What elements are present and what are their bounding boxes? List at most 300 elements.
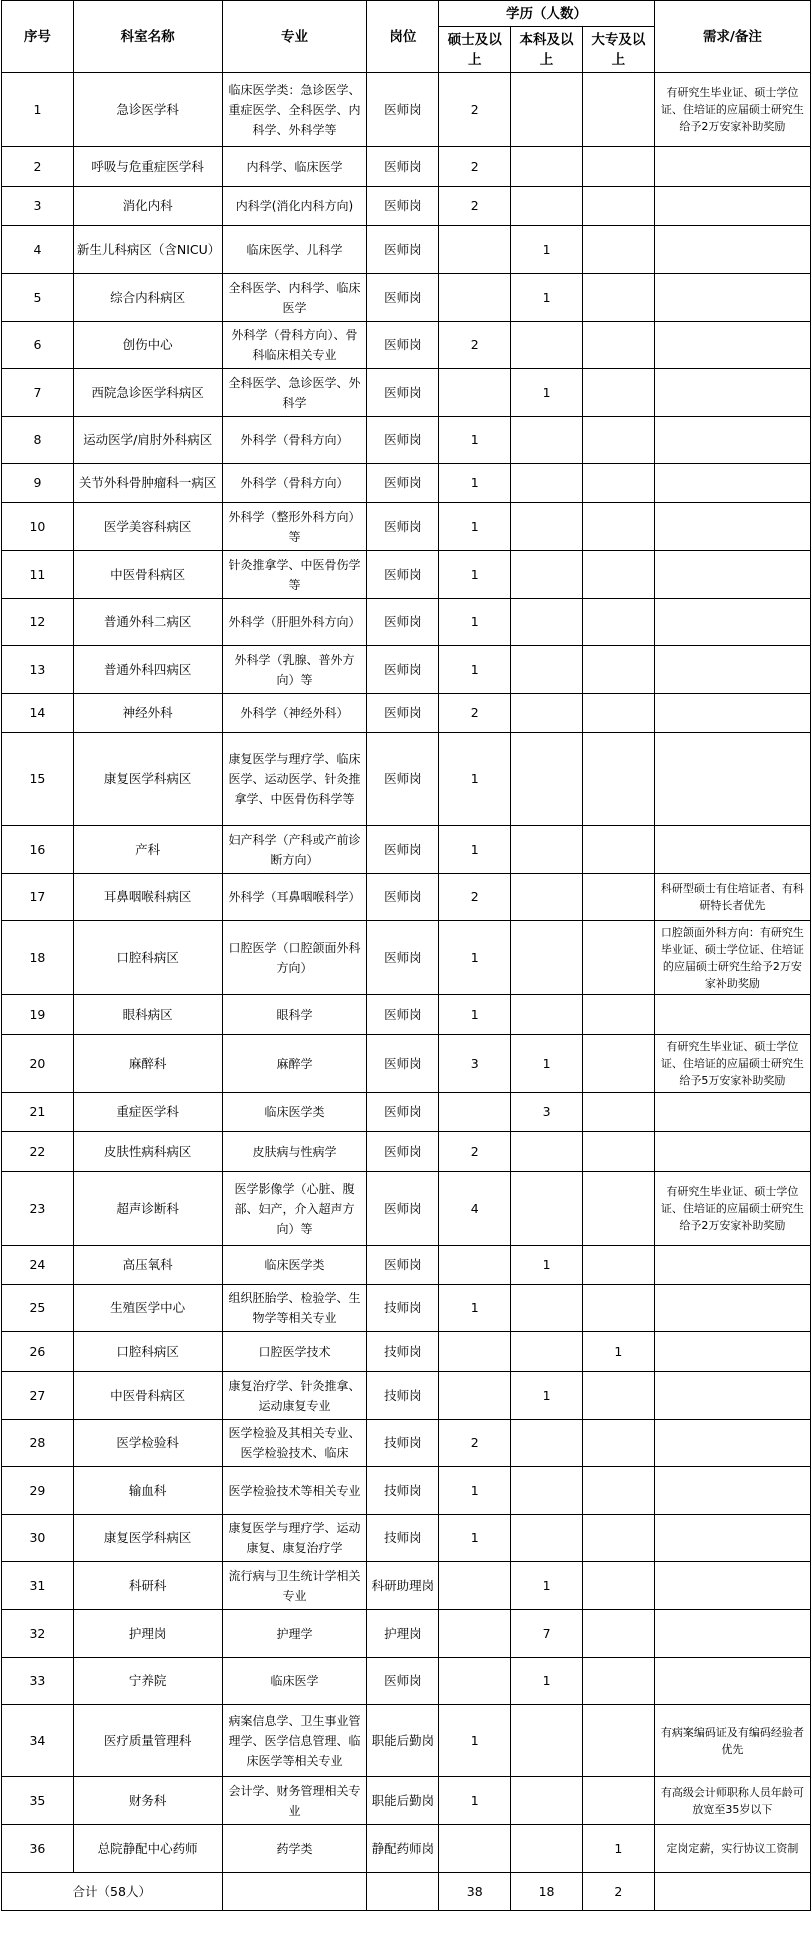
row-master: 2 — [439, 73, 511, 147]
row-master: 1 — [439, 551, 511, 599]
row-bachelor: 1 — [511, 226, 583, 274]
row-post: 静配药师岗 — [367, 1825, 439, 1873]
row-post: 技师岗 — [367, 1420, 439, 1467]
total-bachelor: 18 — [511, 1873, 583, 1911]
table-row — [2, 599, 811, 646]
row-note: 有研究生毕业证、硕士学位证、住培证的应届硕士研究生给予5万安家补助奖励 — [654, 1035, 810, 1093]
row-college — [582, 694, 654, 733]
row-master: 2 — [439, 187, 511, 226]
row-master: 1 — [439, 1467, 511, 1515]
row-post: 医师岗 — [367, 646, 439, 694]
row-post: 医师岗 — [367, 1035, 439, 1093]
row-major: 眼科学 — [222, 995, 367, 1035]
row-master: 1 — [439, 733, 511, 826]
table-row — [2, 1610, 811, 1658]
row-master: 2 — [439, 322, 511, 369]
row-bachelor — [511, 187, 583, 226]
row-master: 2 — [439, 147, 511, 187]
row-post: 医师岗 — [367, 1658, 439, 1705]
row-college — [582, 995, 654, 1035]
row-note — [654, 995, 810, 1035]
row-dept: 综合内科病区 — [73, 274, 222, 322]
row-dept: 总院静配中心药师 — [73, 1825, 222, 1873]
table-row — [2, 187, 811, 226]
table-row — [2, 646, 811, 694]
row-note: 有高级会计师职称人员年龄可放宽至35岁以下 — [654, 1777, 810, 1825]
row-college — [582, 646, 654, 694]
row-major: 医学检验技术等相关专业 — [222, 1467, 367, 1515]
row-major: 内科学(消化内科方向) — [222, 187, 367, 226]
row-seq: 19 — [2, 995, 74, 1035]
row-post: 技师岗 — [367, 1332, 439, 1372]
row-dept: 呼吸与危重症医学科 — [73, 147, 222, 187]
row-dept: 康复医学科病区 — [73, 733, 222, 826]
row-bachelor — [511, 551, 583, 599]
row-bachelor — [511, 646, 583, 694]
row-post: 医师岗 — [367, 826, 439, 874]
row-college — [582, 322, 654, 369]
row-note: 有研究生毕业证、硕士学位证、住培证的应届硕士研究生给予2万安家补助奖励 — [654, 1172, 810, 1246]
row-dept: 财务科 — [73, 1777, 222, 1825]
row-note — [654, 733, 810, 826]
row-major: 康复治疗学、针灸推拿、运动康复专业 — [222, 1372, 367, 1420]
row-seq: 22 — [2, 1132, 74, 1172]
row-major: 外科学（耳鼻咽喉科学） — [222, 874, 367, 921]
row-major: 临床医学类 — [222, 1246, 367, 1285]
row-bachelor — [511, 147, 583, 187]
row-post: 医师岗 — [367, 1093, 439, 1132]
row-master — [439, 226, 511, 274]
row-major: 临床医学类：急诊医学、重症医学、全科医学、内科学、外科学等 — [222, 73, 367, 147]
table-row — [2, 274, 811, 322]
header-post: 岗位 — [367, 1, 439, 73]
table-row — [2, 1777, 811, 1825]
row-major: 外科学（肝胆外科方向） — [222, 599, 367, 646]
row-bachelor: 7 — [511, 1610, 583, 1658]
row-dept: 高压氧科 — [73, 1246, 222, 1285]
row-seq: 21 — [2, 1093, 74, 1132]
row-bachelor — [511, 464, 583, 503]
row-bachelor: 1 — [511, 1658, 583, 1705]
row-note — [654, 147, 810, 187]
row-post: 医师岗 — [367, 417, 439, 464]
row-seq: 29 — [2, 1467, 74, 1515]
row-note — [654, 1372, 810, 1420]
row-master: 4 — [439, 1172, 511, 1246]
row-major: 护理学 — [222, 1610, 367, 1658]
header-edu: 学历（人数） — [439, 1, 655, 27]
row-major: 外科学（骨科方向） — [222, 464, 367, 503]
row-master: 3 — [439, 1035, 511, 1093]
row-major: 会计学、财务管理相关专业 — [222, 1777, 367, 1825]
table-body — [2, 73, 811, 1873]
row-college — [582, 73, 654, 147]
row-seq: 16 — [2, 826, 74, 874]
row-college — [582, 1093, 654, 1132]
total-college: 2 — [582, 1873, 654, 1911]
row-note: 有病案编码证及有编码经验者优先 — [654, 1705, 810, 1777]
row-master — [439, 1658, 511, 1705]
row-major: 全科医学、内科学、临床医学 — [222, 274, 367, 322]
row-master: 1 — [439, 995, 511, 1035]
row-master: 1 — [439, 1515, 511, 1562]
row-master: 2 — [439, 1132, 511, 1172]
table-row — [2, 147, 811, 187]
table-row — [2, 1246, 811, 1285]
table-row — [2, 322, 811, 369]
row-post: 技师岗 — [367, 1285, 439, 1332]
row-post: 技师岗 — [367, 1515, 439, 1562]
row-college — [582, 1467, 654, 1515]
row-bachelor — [511, 1467, 583, 1515]
table-row — [2, 1372, 811, 1420]
row-bachelor — [511, 1515, 583, 1562]
row-master — [439, 1093, 511, 1132]
row-note — [654, 1562, 810, 1610]
header-seq: 序号 — [2, 1, 74, 73]
row-post: 医师岗 — [367, 995, 439, 1035]
row-bachelor: 1 — [511, 1035, 583, 1093]
row-dept: 生殖医学中心 — [73, 1285, 222, 1332]
table-row — [2, 1093, 811, 1132]
table-row — [2, 995, 811, 1035]
row-post: 医师岗 — [367, 226, 439, 274]
table-row — [2, 503, 811, 551]
row-dept: 口腔科病区 — [73, 921, 222, 995]
row-seq: 36 — [2, 1825, 74, 1873]
row-dept: 口腔科病区 — [73, 1332, 222, 1372]
row-post: 医师岗 — [367, 464, 439, 503]
row-major: 流行病与卫生统计学相关专业 — [222, 1562, 367, 1610]
row-major: 妇产科学（产科或产前诊断方向） — [222, 826, 367, 874]
row-major: 针灸推拿学、中医骨伤学等 — [222, 551, 367, 599]
row-major: 药学类 — [222, 1825, 367, 1873]
row-college — [582, 1777, 654, 1825]
row-master: 1 — [439, 1777, 511, 1825]
row-college — [582, 1372, 654, 1420]
row-note — [654, 369, 810, 417]
row-master: 1 — [439, 1285, 511, 1332]
row-bachelor: 1 — [511, 1562, 583, 1610]
row-bachelor — [511, 826, 583, 874]
row-note — [654, 1246, 810, 1285]
row-post: 医师岗 — [367, 1246, 439, 1285]
row-post: 医师岗 — [367, 1172, 439, 1246]
row-bachelor — [511, 1285, 583, 1332]
row-major: 外科学（神经外科） — [222, 694, 367, 733]
row-note — [654, 551, 810, 599]
row-seq: 18 — [2, 921, 74, 995]
row-dept: 神经外科 — [73, 694, 222, 733]
row-post: 科研助理岗 — [367, 1562, 439, 1610]
row-seq: 35 — [2, 1777, 74, 1825]
row-note: 定岗定薪，实行协议工资制 — [654, 1825, 810, 1873]
header-master: 硕士及以上 — [439, 27, 511, 73]
row-dept: 产科 — [73, 826, 222, 874]
row-dept: 新生儿科病区（含NICU） — [73, 226, 222, 274]
row-dept: 西院急诊医学科病区 — [73, 369, 222, 417]
row-bachelor — [511, 503, 583, 551]
table-row — [2, 826, 811, 874]
row-bachelor: 1 — [511, 1372, 583, 1420]
row-note — [654, 826, 810, 874]
row-major: 皮肤病与性病学 — [222, 1132, 367, 1172]
row-college — [582, 1246, 654, 1285]
row-master: 1 — [439, 646, 511, 694]
row-bachelor: 1 — [511, 274, 583, 322]
row-post: 医师岗 — [367, 1132, 439, 1172]
row-college — [582, 733, 654, 826]
row-seq: 31 — [2, 1562, 74, 1610]
row-seq: 5 — [2, 274, 74, 322]
row-note — [654, 646, 810, 694]
row-note: 科研型硕士有住培证者、有科研特长者优先 — [654, 874, 810, 921]
row-note — [654, 322, 810, 369]
row-seq: 20 — [2, 1035, 74, 1093]
row-master: 2 — [439, 694, 511, 733]
row-dept: 输血科 — [73, 1467, 222, 1515]
row-note — [654, 226, 810, 274]
row-college — [582, 1035, 654, 1093]
row-note — [654, 274, 810, 322]
table-row — [2, 551, 811, 599]
row-major: 外科学（骨科方向） — [222, 417, 367, 464]
row-bachelor — [511, 1420, 583, 1467]
table-row — [2, 694, 811, 733]
row-post: 医师岗 — [367, 733, 439, 826]
row-college — [582, 147, 654, 187]
row-post: 医师岗 — [367, 551, 439, 599]
row-college — [582, 1562, 654, 1610]
row-seq: 28 — [2, 1420, 74, 1467]
row-dept: 普通外科四病区 — [73, 646, 222, 694]
table-row — [2, 1825, 811, 1873]
table-row — [2, 1420, 811, 1467]
table-row — [2, 464, 811, 503]
table-row — [2, 1172, 811, 1246]
row-master: 1 — [439, 503, 511, 551]
row-post: 医师岗 — [367, 694, 439, 733]
row-college — [582, 826, 654, 874]
row-college — [582, 1132, 654, 1172]
row-college: 1 — [582, 1332, 654, 1372]
row-note — [654, 464, 810, 503]
row-dept: 科研科 — [73, 1562, 222, 1610]
row-college — [582, 1658, 654, 1705]
row-major: 麻醉学 — [222, 1035, 367, 1093]
row-post: 医师岗 — [367, 369, 439, 417]
table-row — [2, 369, 811, 417]
row-seq: 11 — [2, 551, 74, 599]
row-post: 职能后勤岗 — [367, 1777, 439, 1825]
row-college — [582, 417, 654, 464]
header-note: 需求/备注 — [654, 1, 810, 73]
row-bachelor — [511, 1705, 583, 1777]
row-college — [582, 599, 654, 646]
row-dept: 重症医学科 — [73, 1093, 222, 1132]
row-dept: 麻醉科 — [73, 1035, 222, 1093]
row-seq: 8 — [2, 417, 74, 464]
row-bachelor — [511, 322, 583, 369]
row-seq: 14 — [2, 694, 74, 733]
row-college — [582, 874, 654, 921]
row-bachelor — [511, 1777, 583, 1825]
row-seq: 32 — [2, 1610, 74, 1658]
row-dept: 医学美容科病区 — [73, 503, 222, 551]
row-bachelor — [511, 1825, 583, 1873]
row-major: 口腔医学技术 — [222, 1332, 367, 1372]
row-bachelor: 3 — [511, 1093, 583, 1132]
row-note — [654, 1610, 810, 1658]
row-dept: 眼科病区 — [73, 995, 222, 1035]
row-college — [582, 187, 654, 226]
row-college — [582, 921, 654, 995]
row-master: 1 — [439, 826, 511, 874]
row-note — [654, 1467, 810, 1515]
row-dept: 宁养院 — [73, 1658, 222, 1705]
row-major: 全科医学、急诊医学、外科学 — [222, 369, 367, 417]
row-post: 职能后勤岗 — [367, 1705, 439, 1777]
row-college — [582, 551, 654, 599]
row-note — [654, 1420, 810, 1467]
row-major: 医学影像学（心脏、腹部、妇产，介入超声方向）等 — [222, 1172, 367, 1246]
row-bachelor — [511, 995, 583, 1035]
row-seq: 4 — [2, 226, 74, 274]
row-major: 组织胚胎学、检验学、生物学等相关专业 — [222, 1285, 367, 1332]
row-master: 1 — [439, 1705, 511, 1777]
row-major: 外科学（骨科方向）、骨科临床相关专业 — [222, 322, 367, 369]
row-seq: 7 — [2, 369, 74, 417]
row-seq: 23 — [2, 1172, 74, 1246]
row-post: 医师岗 — [367, 274, 439, 322]
table-row — [2, 921, 811, 995]
row-college — [582, 464, 654, 503]
row-college: 1 — [582, 1825, 654, 1873]
header-college: 大专及以上 — [582, 27, 654, 73]
row-master — [439, 369, 511, 417]
row-dept: 护理岗 — [73, 1610, 222, 1658]
row-note — [654, 187, 810, 226]
total-empty-note — [654, 1873, 810, 1911]
row-dept: 耳鼻咽喉科病区 — [73, 874, 222, 921]
row-note — [654, 1132, 810, 1172]
row-master — [439, 1332, 511, 1372]
row-bachelor — [511, 733, 583, 826]
row-major: 病案信息学、卫生事业管理学、医学信息管理、临床医学等相关专业 — [222, 1705, 367, 1777]
row-major: 康复医学与理疗学、临床医学、运动医学、针灸推拿学、中医骨伤科学等 — [222, 733, 367, 826]
row-college — [582, 274, 654, 322]
row-note: 口腔颌面外科方向：有研究生毕业证、硕士学位证、住培证的应届硕士研究生给予2万安家补助奖励 — [654, 921, 810, 995]
row-bachelor — [511, 874, 583, 921]
row-bachelor — [511, 1172, 583, 1246]
row-bachelor — [511, 1332, 583, 1372]
row-master — [439, 1372, 511, 1420]
table-row — [2, 874, 811, 921]
row-college — [582, 1515, 654, 1562]
row-dept: 急诊医学科 — [73, 73, 222, 147]
row-post: 医师岗 — [367, 599, 439, 646]
table-row — [2, 1332, 811, 1372]
row-seq: 1 — [2, 73, 74, 147]
row-master: 1 — [439, 417, 511, 464]
row-college — [582, 1420, 654, 1467]
table-row — [2, 1515, 811, 1562]
row-seq: 30 — [2, 1515, 74, 1562]
row-master — [439, 274, 511, 322]
row-dept: 消化内科 — [73, 187, 222, 226]
row-dept: 医学检验科 — [73, 1420, 222, 1467]
row-bachelor — [511, 921, 583, 995]
row-post: 医师岗 — [367, 322, 439, 369]
row-bachelor — [511, 417, 583, 464]
table-row — [2, 1132, 811, 1172]
row-note — [654, 694, 810, 733]
row-bachelor — [511, 1132, 583, 1172]
row-dept: 医疗质量管理科 — [73, 1705, 222, 1777]
row-seq: 6 — [2, 322, 74, 369]
total-empty-post — [367, 1873, 439, 1911]
row-seq: 24 — [2, 1246, 74, 1285]
row-seq: 2 — [2, 147, 74, 187]
row-college — [582, 1285, 654, 1332]
row-dept: 超声诊断科 — [73, 1172, 222, 1246]
row-note — [654, 503, 810, 551]
row-seq: 17 — [2, 874, 74, 921]
table-row — [2, 1285, 811, 1332]
row-dept: 皮肤性病科病区 — [73, 1132, 222, 1172]
row-seq: 10 — [2, 503, 74, 551]
row-dept: 中医骨科病区 — [73, 1372, 222, 1420]
row-college — [582, 503, 654, 551]
row-post: 技师岗 — [367, 1467, 439, 1515]
table-row — [2, 1467, 811, 1515]
row-bachelor: 1 — [511, 369, 583, 417]
row-post: 护理岗 — [367, 1610, 439, 1658]
row-dept: 运动医学/肩肘外科病区 — [73, 417, 222, 464]
row-note — [654, 1658, 810, 1705]
row-college — [582, 1172, 654, 1246]
row-seq: 34 — [2, 1705, 74, 1777]
row-seq: 26 — [2, 1332, 74, 1372]
row-dept: 康复医学科病区 — [73, 1515, 222, 1562]
row-major: 口腔医学（口腔颌面外科方向） — [222, 921, 367, 995]
row-college — [582, 369, 654, 417]
row-seq: 15 — [2, 733, 74, 826]
row-master: 2 — [439, 1420, 511, 1467]
row-note — [654, 1515, 810, 1562]
row-post: 医师岗 — [367, 874, 439, 921]
row-seq: 3 — [2, 187, 74, 226]
row-college — [582, 1610, 654, 1658]
row-master: 1 — [439, 921, 511, 995]
row-seq: 33 — [2, 1658, 74, 1705]
row-master — [439, 1246, 511, 1285]
table-row — [2, 1035, 811, 1093]
table-row — [2, 417, 811, 464]
row-master: 1 — [439, 464, 511, 503]
row-note: 有研究生毕业证、硕士学位证、住培证的应届硕士研究生给予2万安家补助奖励 — [654, 73, 810, 147]
row-major: 临床医学类 — [222, 1093, 367, 1132]
row-major: 外科学（整形外科方向）等 — [222, 503, 367, 551]
row-major: 康复医学与理疗学、运动康复、康复治疗学 — [222, 1515, 367, 1562]
total-row — [2, 1873, 811, 1911]
row-note — [654, 417, 810, 464]
row-post: 医师岗 — [367, 147, 439, 187]
row-seq: 27 — [2, 1372, 74, 1420]
row-major: 外科学（乳腺、普外方向）等 — [222, 646, 367, 694]
row-post: 医师岗 — [367, 73, 439, 147]
row-master — [439, 1610, 511, 1658]
